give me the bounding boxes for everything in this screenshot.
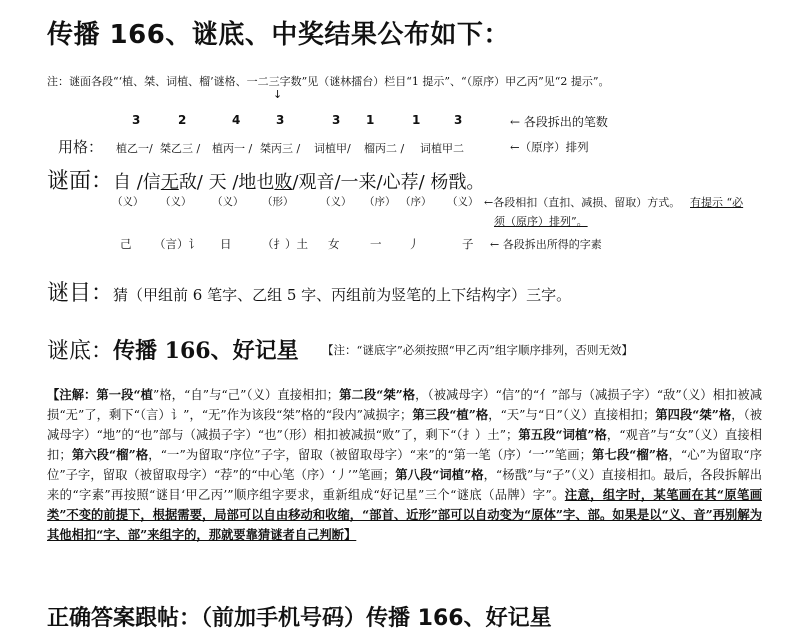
method-tag: （义） — [160, 196, 192, 208]
char-item: 子 — [462, 237, 474, 251]
method-tag: （义） — [320, 196, 352, 208]
char-item: 丿 — [408, 237, 420, 251]
char-row — [0, 236, 800, 254]
note-line: 注：谜面各段“‘植、桀、词植、榴’谜格、一二三字数”见（谜林擂台）栏目“1 提示”、“（原序）甲乙丙”见“2 提示”。 — [47, 75, 610, 88]
stroke-count: 3 — [132, 113, 141, 127]
method-tag: （形） — [262, 196, 294, 208]
stroke-count: 1 — [412, 113, 421, 127]
char-item: 女 — [328, 237, 340, 251]
method-tag: （义） — [212, 196, 244, 208]
format-item: 桀丙三 / — [260, 142, 301, 155]
stroke-count: 3 — [276, 113, 285, 127]
char-item: 己 — [120, 237, 132, 251]
char-item: 一 — [370, 237, 382, 251]
char-item: （言）讠 — [154, 237, 200, 251]
method-row — [0, 194, 800, 212]
footer-answer: 正确答案跟帖：（前加手机号码）传播 166、好记星 — [47, 606, 552, 631]
stroke-count: 4 — [232, 113, 241, 127]
riddle-target-label: 谜目： — [47, 281, 114, 306]
format-label: 用格： — [58, 138, 104, 156]
char-item: （扌）土 — [262, 237, 308, 251]
method-tag: （义） — [447, 196, 479, 208]
format-item: 词植甲/ — [314, 142, 351, 155]
stroke-count-row — [0, 113, 800, 131]
riddle-face-label: 谜面： — [47, 169, 114, 194]
stroke-note: ← 各段拆出的笔数 — [510, 115, 608, 129]
page-title: 传播 166、谜底、中奖结果公布如下： — [47, 20, 510, 50]
stroke-count: 2 — [178, 113, 187, 127]
down-arrow-icon: ↓ — [273, 88, 283, 101]
format-item: 桀乙三 / — [160, 142, 201, 155]
riddle-target-text: 猜（甲组前 6 笔字、乙组 5 字、丙组前为竖笔的上下结构字）三字。 — [113, 286, 572, 304]
riddle-target — [47, 276, 571, 307]
stroke-count: 3 — [454, 113, 463, 127]
answer-text: 传播 166、好记星 — [113, 338, 299, 364]
format-item: 榴丙二 / — [364, 142, 405, 155]
answer-label: 谜底： — [47, 339, 114, 364]
riddle-face — [47, 164, 484, 195]
answer-line — [47, 334, 299, 365]
char-item: 日 — [220, 237, 232, 251]
format-row — [0, 136, 800, 158]
method-tag: （序） — [364, 196, 396, 208]
method-hint: 有提示 “必 — [690, 196, 744, 209]
format-item: 植乙一/ — [116, 142, 153, 155]
method-note: ←各段相扣（直扣、减损、留取）方式。 — [484, 196, 681, 209]
stroke-count: 3 — [332, 113, 341, 127]
format-item: 植丙一 / — [212, 142, 253, 155]
explanation-paragraph: 【注解：第一段“植”格，“自”与“己”（义）直接相扣；第二段“桀”格，（被减母字）“信”的“亻”部与（减损子字）“敌”（义）相扣被减损“无”了，剩下“（言）讠”，“无”作为该段“桀”格的“段内”减损字；第三段“植”格，“天”与“日”（义）直接相扣；第四段“桀”格，（被减母字）“地”的“也”部与（减损子字）“也”（形）相扣被减损“败”了，剩下“（扌）土”；第五段“词植”格，“观音”与“女”（义）直接相扣；第六段“榴”格，“一”为留取“序位”子字，留取（被留取母字）“来”的“第一笔（序）‘一’”笔画；第七段“榴”格，“心”为留取“序位”子字，留取（被留取母字）“荐”的“中心笔（序）‘丿’”笔画；第八段“词植”格，“杨戬”与“子”（义）直接相扣。最后，各段拆解出来的“字素”再按照“谜目‘甲乙丙’”顺序组字要求，重新组成“好记星”三个“谜底（品牌）字”。注意，组字时，某笔画在其“原笔画类”不变的前提下，根据需要，局部可以自由移动和收缩，“部首、近形”部可以自动变为“原体”字、部。如果是以“义、音”再别解为其他相扣“字、部”来组字的，那就要靠猜谜者自己判断】 — [47, 387, 763, 542]
method-hint-cont: 须（原序）排列”。 — [494, 215, 588, 228]
stroke-count: 1 — [366, 113, 375, 127]
format-item: 词植甲二 — [420, 142, 464, 155]
method-tag: （序） — [400, 196, 432, 208]
char-note: ← 各段拆出所得的字素 — [490, 238, 602, 251]
method-tag: （义） — [112, 196, 144, 208]
format-note: ←（原序）排列 — [510, 140, 589, 154]
answer-note: 【注：“谜底字”必须按照“甲乙丙”组字顺序排列，否则无效】 — [322, 343, 634, 357]
riddle-face-text: 自 /信无敌/ 天 /地也败/观音/一来/心荐/ 杨戬。 — [113, 172, 485, 193]
